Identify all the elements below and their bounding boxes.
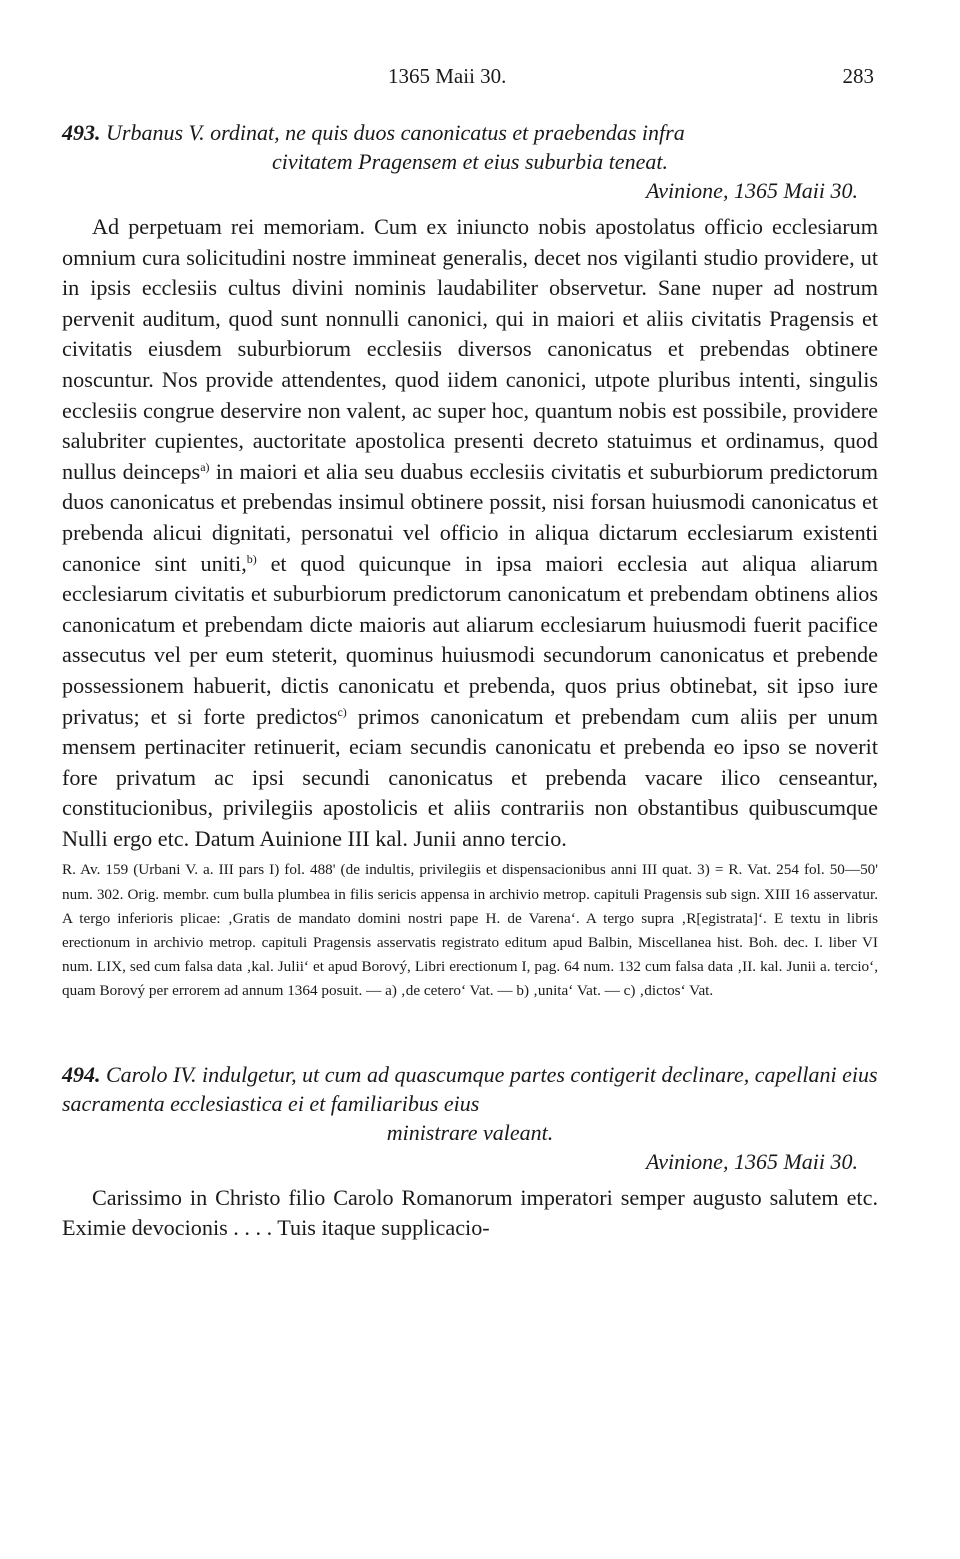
header-date: 1365 Maii 30. bbox=[388, 64, 507, 88]
page bbox=[62, 64, 878, 1244]
text-part-4: primos canonicatum et prebendam cum aliis per unum mensem pertinaciter retinuerit, eciam secundis canonicatu et prebenda eo ipso se noverit fore privatum ac ipsi secundi canonicatus et prebenda vacare ilico censeantur, constitucionibus, privilegiis apostolicis et aliis contrariis non obstantibus quibuscumque Nulli ergo etc. Datum Auinione III kal. Junii anno tercio. bbox=[62, 703, 878, 851]
document-number: 494. bbox=[62, 1061, 101, 1087]
text-part-1: Ad perpetuam rei memoriam. Cum ex iniuncto nobis apostolatus officio ecclesiarum omnium cura solicitudini nostre immineat generalis, decet nos vigilanti studio providere, ut in ipsis ecclesiis cultus divini nominis laudabiliter observetur. Sane nuper ad nostrum pervenit auditum, quod sunt nonnulli canonici, qui in maiori et aliis civitatis Pragensis et civitatis eiusdem suburbiorum ecclesiis diversos canonicatus et prebendas obtinere noscuntur. Nos provide attendentes, quod iidem canonici, utpote pluribus intenti, singulis ecclesiis congrue deservire non valent, ac super hoc, quantum nobis est possibile, providere salubriter cupientes, auctoritate apostolica presenti decreto statuimus et ordinamus, quod nullus deinceps bbox=[62, 214, 878, 484]
footnote-mark-c: c) bbox=[337, 704, 347, 719]
place-date: Avinione, 1365 Maii 30. bbox=[645, 1148, 858, 1174]
rubric-text: Urbanus V. ordinat, ne quis duos canonicatus et praebendas infra bbox=[106, 120, 685, 145]
text-part-1: Carissimo in Christo filio Carolo Romanorum imperatori semper augusto salutem etc. Eximie devocionis . . . . Tuis itaque supplicacio- bbox=[62, 1184, 878, 1241]
document-494 bbox=[62, 1060, 878, 1244]
page-number: 283 bbox=[842, 64, 874, 88]
document-text bbox=[62, 212, 878, 854]
place-date: Avinione, 1365 Maii 30. bbox=[645, 178, 858, 203]
critical-apparatus: R. Av. 159 (Urbani V. a. III pars I) fol. 488' (de indultis, privilegiis et dispensacionibus anni III quat. 3) = R. Vat. 254 fol. 50—50' num. 302. Orig. membr. cum bulla plumbea in filis sericis appensa in archivio metrop. capituli Pragensis sub sign. XIII 16 asservatur. A tergo inferioris plicae: ‚Gratis de mandato domini nostri pape H. de Varena‘. A tergo supra ‚R[egistrata]‘. E textu in libris erectionum in archivio metrop. capituli Pragensis asservatis registrato editum apud Balbin, Miscellanea hist. Boh. dec. I. liber VI num. LIX, sed cum falsa data ‚kal. Julii‘ et apud Borový, Libri erectionum I, pag. 64 num. 132 cum falsa data ‚II. kal. Junii a. tercio‘, quam Borový per errorem ad annum 1364 posuit. — a) ‚de cetero‘ Vat. — b) ‚unita‘ Vat. — c) ‚dictos‘ Vat. bbox=[62, 861, 878, 1000]
rubric-text: Carolo IV. indulgetur, ut cum ad quascumque partes contigerit declinare, capellani eius sacramenta ecclesiastica ei et familiaribus eius bbox=[62, 1061, 878, 1116]
running-header bbox=[62, 64, 878, 104]
footnote-mark-b: b) bbox=[246, 551, 257, 566]
text-part-2: in maiori et alia seu duabus ecclesiis civitatis et suburbiorum predictorum duos canonicatus et prebendas insimul obtinere possit, nisi forsan huiusmodi canonicatus et prebenda alicui dignitati, personatui vel officio in aliqua dictarum ecclesiarum existenti canonice sint uniti, bbox=[62, 458, 879, 576]
rubric-494 bbox=[62, 1060, 878, 1147]
text-part-3: et quod quicunque in ipsa maiori ecclesia aut aliqua aliarum ecclesiarum civitatis et suburbiorum predictorum canonicatum et prebendam obtinens alios canonicatum et prebendam dicte maioris aut aliarum ecclesiarum huiusmodi fuerit pacifice assecutus vel per eum steterit, quominus huiusmodi secundorum canonicatus et prebende possessionem habuerit, dictis canonicatu et prebenda, quos prius obtinebat, sit ipso iure privatus; et si forte predictos bbox=[62, 550, 878, 729]
rubric-continuation: ministrare valeant. bbox=[386, 1119, 554, 1145]
document-number: 493. bbox=[62, 120, 101, 145]
document-text bbox=[62, 1183, 878, 1244]
rubric-493 bbox=[62, 118, 878, 176]
document-493 bbox=[62, 118, 878, 1004]
footnote-mark-a: a) bbox=[200, 459, 210, 474]
rubric-continuation: civitatem Pragensem et eius suburbia teneat. bbox=[272, 149, 668, 174]
